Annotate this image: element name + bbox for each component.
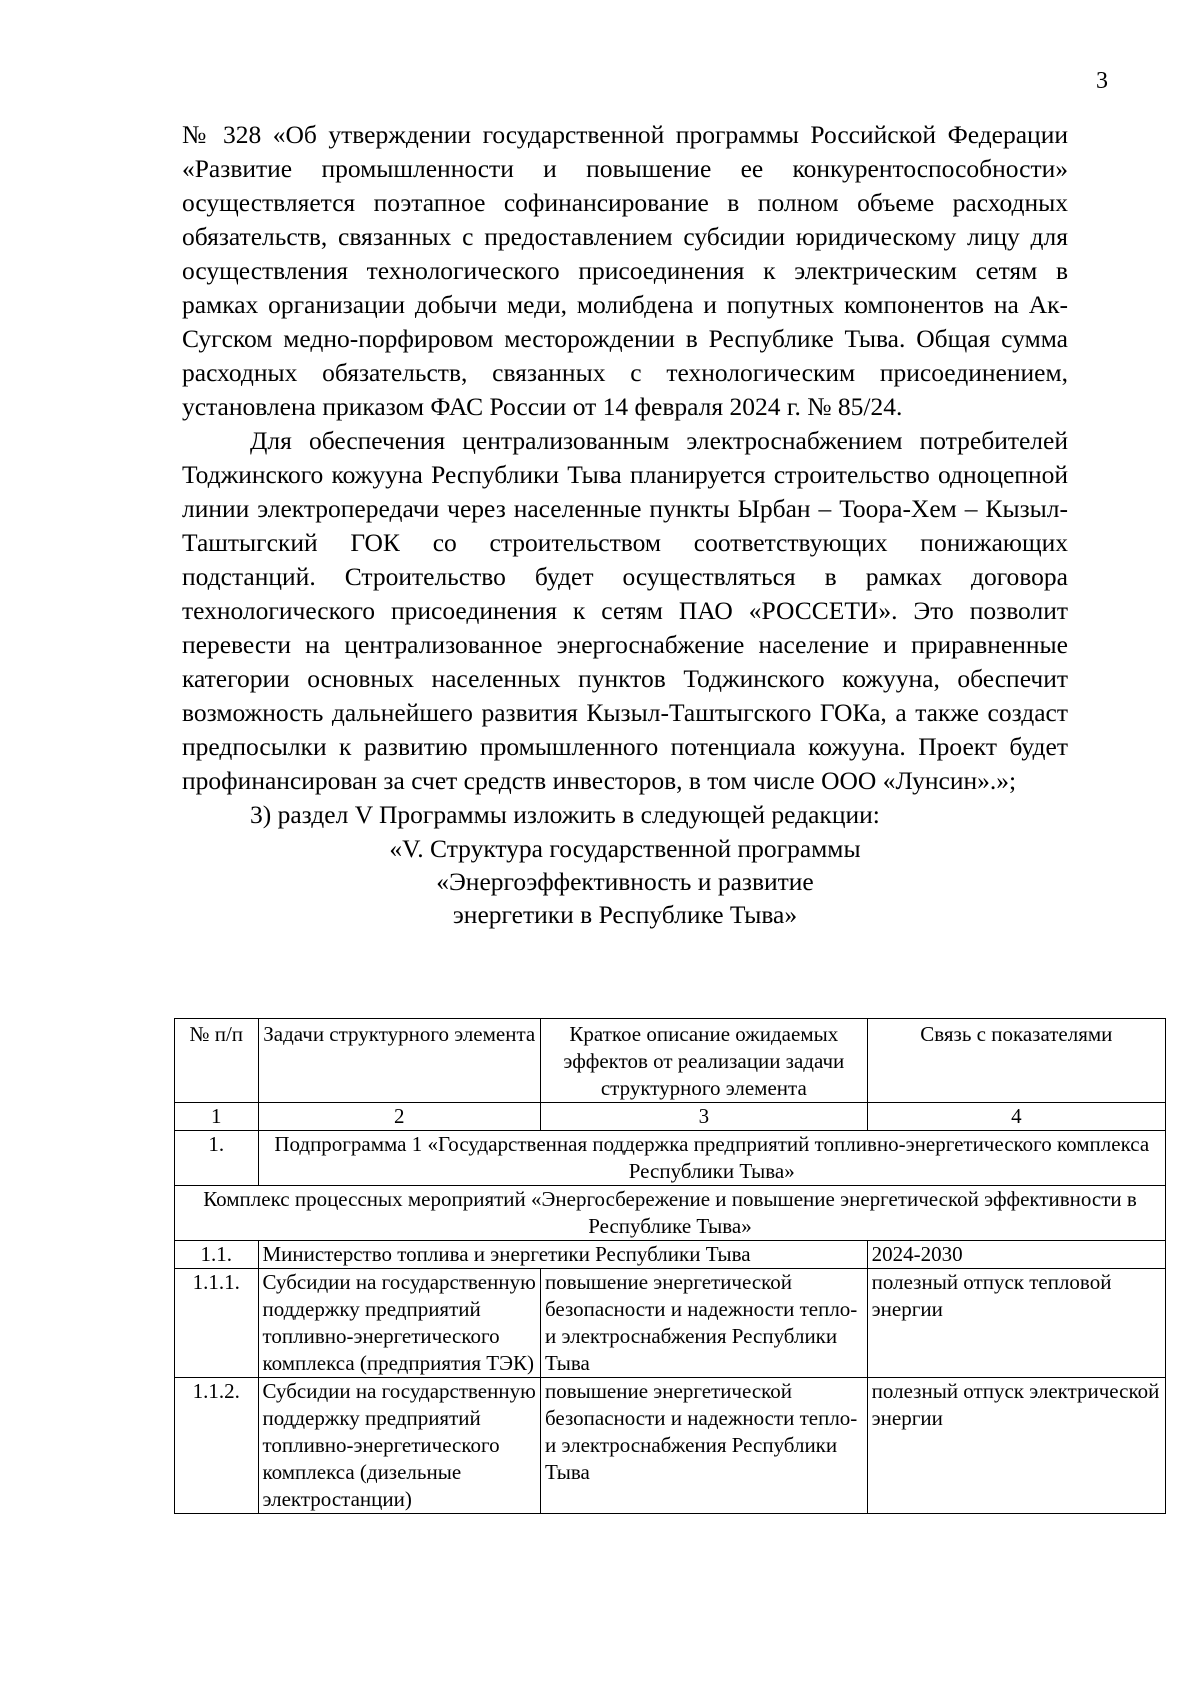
section-title-line-3: энергетики в Республике Тыва» xyxy=(452,900,798,929)
paragraph-program-328: № 328 «Об утверждении государственной программы Российской Федерации «Развитие промышленности и повышение ее конкурентоспособности» осуществляется поэтапное софинансирование в полном объеме расходных обязательств, связанных с предоставлением субсидии юридическому лицу для осуществления технологического присоединения к электрическим сетям в рамках организации добычи меди, молибдена и попутных компонентов на Ак-Сугском медно-порфировом месторождении в Республике Тыва. Общая сумма расходных обязательств, связанных с технологическим присоединением, установлена приказом ФАС России от 14 февраля 2024 г. № 85/24. xyxy=(182,120,1068,421)
column-number-3: 3 xyxy=(540,1103,867,1131)
section-title xyxy=(182,832,1068,931)
structure-table xyxy=(174,1018,1166,1514)
ministry-name: Министерство топлива и энергетики Республики Тыва xyxy=(258,1241,867,1269)
ministry-row xyxy=(175,1241,1166,1269)
header-tasks: Задачи структурного элемента xyxy=(258,1019,540,1103)
column-number-4: 4 xyxy=(867,1103,1165,1131)
row-number: 1.1.1. xyxy=(175,1269,259,1378)
page-number: 3 xyxy=(1096,68,1108,94)
complex-row xyxy=(175,1186,1166,1241)
row-number: 1.1.2. xyxy=(175,1378,259,1514)
header-indicators: Связь с показателями xyxy=(867,1019,1165,1103)
row-indicator: полезный отпуск электрической энергии xyxy=(867,1378,1165,1514)
section-title-line-1: «V. Структура государственной программы xyxy=(389,834,861,863)
column-number-2: 2 xyxy=(258,1103,540,1131)
subprogram-number: 1. xyxy=(175,1131,259,1186)
row-task: Субсидии на государственную поддержку предприятий топливно-энергетического комплекса (дизельные электростанции) xyxy=(258,1378,540,1514)
row-task: Субсидии на государственную поддержку предприятий топливно-энергетического комплекса (предприятия ТЭК) xyxy=(258,1269,540,1378)
table-row xyxy=(175,1378,1166,1514)
subprogram-row xyxy=(175,1131,1166,1186)
row-indicator: полезный отпуск тепловой энергии xyxy=(867,1269,1165,1378)
complex-title: Комплекс процессных мероприятий «Энергосбережение и повышение энергетической эффективности в Республике Тыва» xyxy=(175,1186,1166,1241)
section-title-line-2: «Энергоэффективность и развитие xyxy=(436,867,814,896)
document-body xyxy=(182,118,1068,931)
table-row xyxy=(175,1269,1166,1378)
subprogram-title: Подпрограмма 1 «Государственная поддержка предприятий топливно-энергетического комплекса Республики Тыва» xyxy=(258,1131,1166,1186)
row-effect: повышение энергетической безопасности и надежности тепло- и электроснабжения Республики Тыва xyxy=(540,1269,867,1378)
row-effect: повышение энергетической безопасности и надежности тепло- и электроснабжения Республики Тыва xyxy=(540,1378,867,1514)
ministry-period: 2024-2030 xyxy=(867,1241,1165,1269)
table-column-numbers-row xyxy=(175,1103,1166,1131)
table-header-row xyxy=(175,1019,1166,1103)
header-effects: Краткое описание ожидаемых эффектов от реализации задачи структурного элемента xyxy=(540,1019,867,1103)
list-item-3: 3) раздел V Программы изложить в следующей редакции: xyxy=(250,800,880,829)
column-number-1: 1 xyxy=(175,1103,259,1131)
ministry-number: 1.1. xyxy=(175,1241,259,1269)
header-number: № п/п xyxy=(175,1019,259,1103)
paragraph-electrification: Для обеспечения централизованным электроснабжением потребителей Тоджинского кожууна Республики Тыва планируется строительство одноцепной линии электропередачи через населенные пункты Ырбан – Тоора-Хем – Кызыл-Таштыгский ГОК со строительством соответствующих понижающих подстанций. Строительство будет осуществляться в рамках договора технологического присоединения к сетям ПАО «РОССЕТИ». Это позволит перевести на централизованное энергоснабжение население и приравненные категории основных населенных пунктов Тоджинского кожууна, обеспечит возможность дальнейшего развития Кызыл-Таштыгского ГОКа, а также создаст предпосылки к развитию промышленного потенциала кожууна. Проект будет профинансирован за счет средств инвесторов, в том числе ООО «Лунсин».»; xyxy=(182,426,1068,795)
